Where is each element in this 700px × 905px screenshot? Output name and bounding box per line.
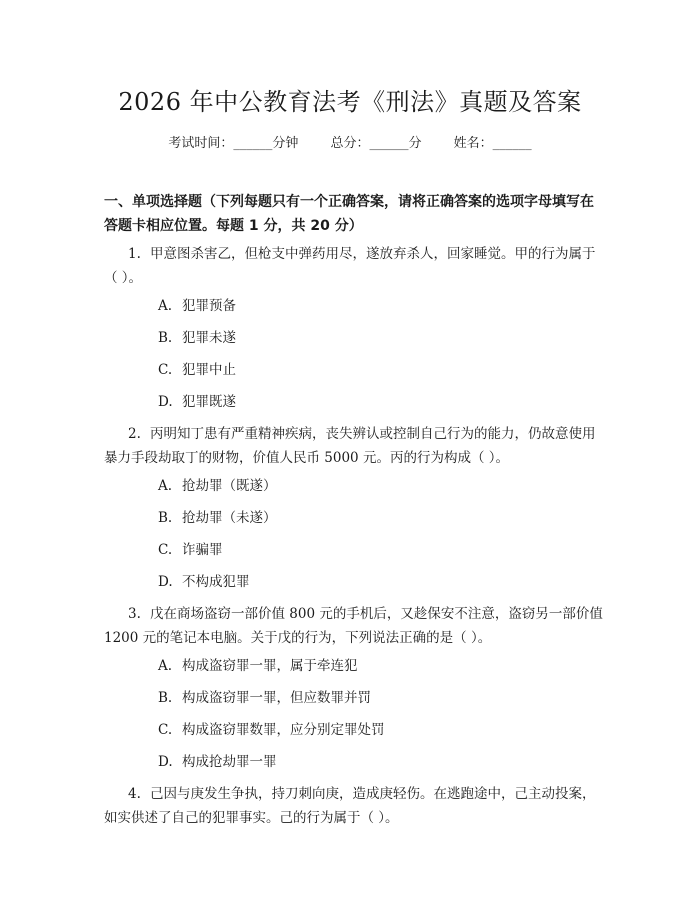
option-letter: C.: [158, 362, 173, 378]
question-text: 丙明知丁患有严重精神疾病，丧失辨认或控制自己行为的能力，仍故意使用暴力手段劫取丁的财物，价值人民币 5000 元。丙的行为构成（ ）。: [104, 426, 596, 466]
option-text: 构成盗窃罪数罪，应分别定罪处罚: [182, 722, 385, 738]
option-letter: A.: [158, 658, 173, 674]
exam-total-score: 总分：______分: [330, 136, 422, 151]
option-letter: D.: [158, 574, 173, 590]
option-text: 构成抢劫罪一罪: [182, 754, 277, 770]
option-letter: A.: [158, 478, 173, 494]
question-1: [104, 242, 604, 290]
question-number: 2.: [128, 426, 141, 442]
exam-name: 姓名：______: [453, 136, 532, 151]
option-1c: [158, 360, 236, 380]
option-letter: A.: [158, 298, 173, 314]
option-2c: [158, 540, 223, 560]
option-1d: [158, 392, 236, 412]
option-text: 不构成犯罪: [182, 574, 250, 590]
section-heading: 一、单项选择题（下列每题只有一个正确答案，请将正确答案的选项字母填写在答题卡相应位置。每题 1 分，共 20 分）: [104, 194, 594, 234]
question-text: 戊在商场盗窃一部价值 800 元的手机后，又趁保安不注意，盗窃另一部价值 1200 元的笔记本电脑。关于戊的行为，下列说法正确的是（ ）。: [104, 606, 603, 646]
question-number: 4.: [128, 786, 141, 802]
question-number: 1.: [128, 246, 141, 262]
option-1a: [158, 296, 236, 316]
question-number: 3.: [128, 606, 141, 622]
option-letter: B.: [158, 510, 173, 526]
option-2d: [158, 572, 250, 592]
option-letter: C.: [158, 542, 173, 558]
question-3: [104, 602, 604, 650]
page-title: 2026 年中公教育法考《刑法》真题及答案: [118, 88, 582, 116]
option-letter: B.: [158, 690, 173, 706]
option-letter: B.: [158, 330, 173, 346]
option-3c: [158, 720, 385, 740]
question-text: 甲意图杀害乙，但枪支中弹药用尽，遂放弃杀人，回家睡觉。甲的行为属于（ ）。: [104, 246, 596, 286]
option-3d: [158, 752, 277, 772]
question-2: [104, 422, 604, 470]
option-text: 犯罪既遂: [182, 394, 236, 410]
option-letter: D.: [158, 754, 173, 770]
option-1b: [158, 328, 236, 348]
option-letter: C.: [158, 722, 173, 738]
option-text: 犯罪中止: [182, 362, 236, 378]
option-text: 犯罪未遂: [182, 330, 236, 346]
option-text: 构成盗窃罪一罪，属于牵连犯: [182, 658, 358, 674]
option-text: 抢劫罪（未遂）: [182, 510, 277, 526]
exam-time: 考试时间：______分钟: [168, 136, 299, 151]
option-3b: [158, 688, 371, 708]
option-text: 诈骗罪: [182, 542, 223, 558]
question-text: 己因与庚发生争执，持刀刺向庚，造成庚轻伤。在逃跑途中，己主动投案，如实供述了自己的犯罪事实。己的行为属于（ ）。: [104, 786, 596, 826]
option-letter: D.: [158, 394, 173, 410]
question-4: [104, 782, 604, 830]
option-text: 犯罪预备: [182, 298, 236, 314]
option-3a: [158, 656, 358, 676]
option-2a: [158, 476, 277, 496]
option-text: 抢劫罪（既遂）: [182, 478, 277, 494]
option-2b: [158, 508, 277, 528]
exam-meta: [0, 132, 700, 151]
option-text: 构成盗窃罪一罪，但应数罪并罚: [182, 690, 371, 706]
